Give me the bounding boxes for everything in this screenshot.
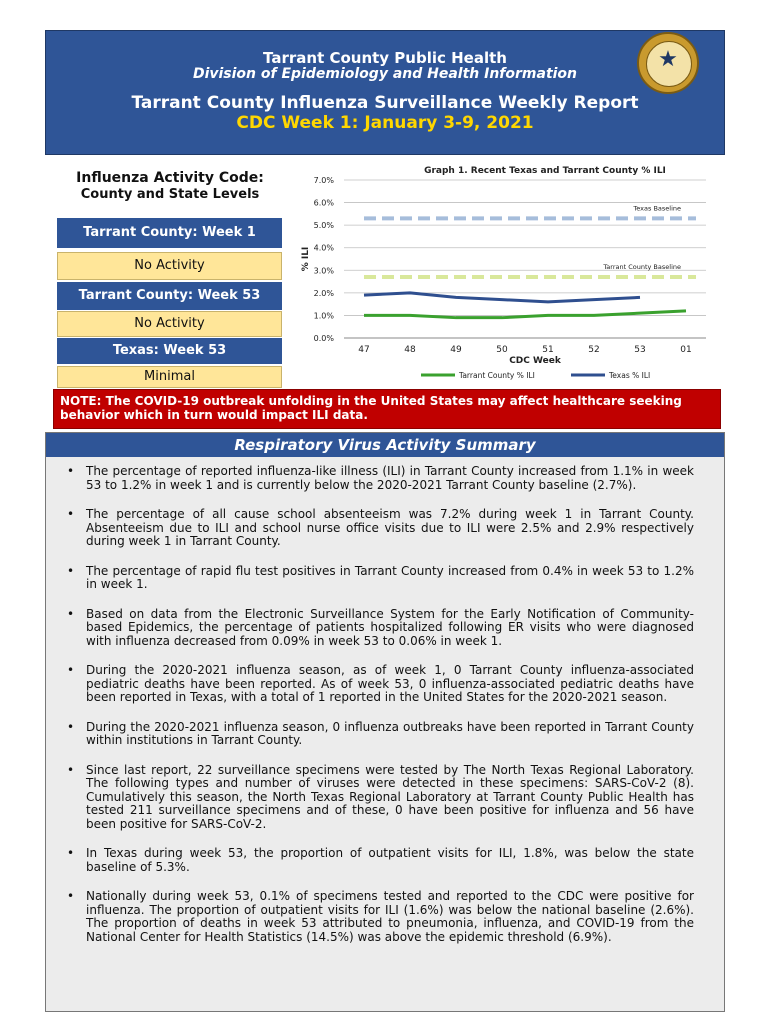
x-axis-label: CDC Week xyxy=(509,356,561,366)
summary-bullet xyxy=(66,721,694,748)
x-tick-label: 48 xyxy=(404,345,416,355)
y-tick-label: 3.0% xyxy=(313,266,334,276)
legend-label: Texas % ILI xyxy=(609,371,651,380)
activity-label-tarrant-week1: Tarrant County: Week 1 xyxy=(57,218,282,248)
summary-bullet-text: The percentage of rapid flu test positives in Tarrant County increased from 0.4% in week 53 to 1.2% in week 1. xyxy=(86,563,694,591)
summary-bullet-text: During the 2020-2021 influenza season, 0 influenza outbreaks have been reported in Tarrant County within institutions in Tarrant County. xyxy=(86,719,694,747)
division-name: Division of Epidemiology and Health Information xyxy=(192,66,578,82)
activity-label-tarrant-week53: Tarrant County: Week 53 xyxy=(57,282,282,310)
summary-bullet xyxy=(66,508,694,549)
summary-bullet xyxy=(66,664,694,705)
y-tick-label: 1.0% xyxy=(313,311,334,321)
covid-note: NOTE: The COVID-19 outbreak unfolding in the United States may affect healthcare seeking behavior which in turn would impact ILI data. xyxy=(53,389,721,429)
legend-label: Tarrant County % ILI xyxy=(459,371,535,380)
summary-bullet xyxy=(66,764,694,832)
activity-value-texas-week53: Minimal xyxy=(57,366,282,388)
activity-value-tarrant-week53: No Activity xyxy=(57,311,282,337)
summary-bullet xyxy=(66,565,694,592)
y-tick-label: 6.0% xyxy=(313,198,334,208)
bullet-icon: • xyxy=(67,606,75,621)
y-tick-label: 7.0% xyxy=(313,176,334,185)
bullet-icon: • xyxy=(67,563,75,578)
bullet-icon: • xyxy=(67,762,75,777)
summary-bullet xyxy=(66,890,694,944)
x-tick-label: 53 xyxy=(634,345,646,355)
report-header xyxy=(45,30,725,155)
bullet-icon: • xyxy=(67,889,75,903)
y-tick-label: 0.0% xyxy=(313,334,334,343)
ili-chart-svg xyxy=(296,160,726,385)
star-icon: ★ xyxy=(658,47,678,72)
bullet-icon: • xyxy=(67,464,75,478)
x-tick-label: 01 xyxy=(680,345,692,355)
y-tick-label: 4.0% xyxy=(313,243,334,253)
x-tick-label: 50 xyxy=(496,345,508,355)
summary-panel xyxy=(45,432,725,1012)
bullet-icon: • xyxy=(67,507,75,521)
activity-label-texas-week53: Texas: Week 53 xyxy=(57,338,282,364)
summary-title: Respiratory Virus Activity Summary xyxy=(46,433,724,457)
bullet-icon: • xyxy=(67,846,75,860)
summary-bullet xyxy=(66,465,694,492)
summary-bullet-text: The percentage of reported influenza-like illness (ILI) in Tarrant County increased from 1.1% in week 53 to 1.2% in week 1 and is currently below the 2020-2021 Tarrant County baseline (2.7%). xyxy=(86,464,694,492)
activity-heading-subtitle: County and State Levels xyxy=(80,187,260,202)
y-tick-label: 5.0% xyxy=(313,221,334,231)
report-week: CDC Week 1: January 3-9, 2021 xyxy=(236,113,534,133)
baseline-label: Tarrant County Baseline xyxy=(603,263,681,272)
summary-bullet-text: Nationally during week 53, 0.1% of specimens tested and reported to the CDC were positive for influenza. The proportion of outpatient visits for ILI (1.6%) was below the national baseline (2.6%). The proportion of deaths in week 53 attributed to pneumonia, influenza, and COVID-19 from the National Center for Health Statistics (14.5%) was above the epidemic threshold (6.9%). xyxy=(86,889,694,944)
summary-bullet xyxy=(66,847,694,874)
y-tick-label: 2.0% xyxy=(313,288,334,298)
x-tick-label: 49 xyxy=(450,345,462,355)
activity-heading-title: Influenza Activity Code: xyxy=(76,170,264,186)
report-title: Tarrant County Influenza Surveillance Weekly Report xyxy=(131,93,639,113)
chart-title: Graph 1. Recent Texas and Tarrant County % ILI xyxy=(424,166,666,176)
summary-bullet-text: During the 2020-2021 influenza season, as of week 1, 0 Tarrant County influenza-associated pediatric deaths have been reported. As of week 53, 0 influenza-associated pediatric deaths have been reported in Texas, with a total of 1 reported in the United States for the 2020-2021 season. xyxy=(86,663,694,704)
summary-bullet-text: The percentage of all cause school absenteeism was 7.2% during week 1 in Tarrant County. Absenteeism due to ILI and school nurse office visits due to ILI were 2.5% and 2.9% respectively during week 1 in Tarrant County. xyxy=(86,507,694,548)
summary-bullet-text: Since last report, 22 surveillance specimens were tested by The North Texas Regional Laboratory. The following types and number of viruses were detected in these specimens: SARS-CoV-2 (8). Cumulatively this season, the North Texas Regional Laboratory at Tarrant County Public Health has tested 211 surveillance specimens and of these, 0 have been positive for influenza and 56 have been positive for SARS-CoV-2. xyxy=(86,762,694,831)
baseline-label: Texas Baseline xyxy=(633,204,681,213)
summary-bullet-text: Based on data from the Electronic Surveillance System for the Early Notification of Community-based Epidemics, the percentage of patients hospitalized following ER visits who were diagnosed with influenza decreased from 0.09% in week 53 to 0.06% in week 1. xyxy=(86,606,694,648)
x-tick-label: 51 xyxy=(542,345,554,355)
ili-chart xyxy=(296,160,726,385)
series-line xyxy=(364,311,686,318)
series-line xyxy=(364,293,640,302)
x-tick-label: 47 xyxy=(358,345,370,355)
bullet-icon: • xyxy=(67,719,75,734)
bullet-icon: • xyxy=(67,663,75,677)
summary-bullet-list xyxy=(66,465,694,960)
organization-name: Tarrant County Public Health xyxy=(263,49,507,67)
activity-value-tarrant-week1: No Activity xyxy=(57,252,282,280)
county-seal-logo xyxy=(637,32,699,94)
x-tick-label: 52 xyxy=(588,345,600,355)
y-axis-label: % ILI xyxy=(301,246,311,272)
activity-code-heading xyxy=(45,170,295,202)
summary-bullet xyxy=(66,608,694,649)
summary-bullet-text: In Texas during week 53, the proportion of outpatient visits for ILI, 1.8%, was below the state baseline of 5.3%. xyxy=(86,846,694,874)
